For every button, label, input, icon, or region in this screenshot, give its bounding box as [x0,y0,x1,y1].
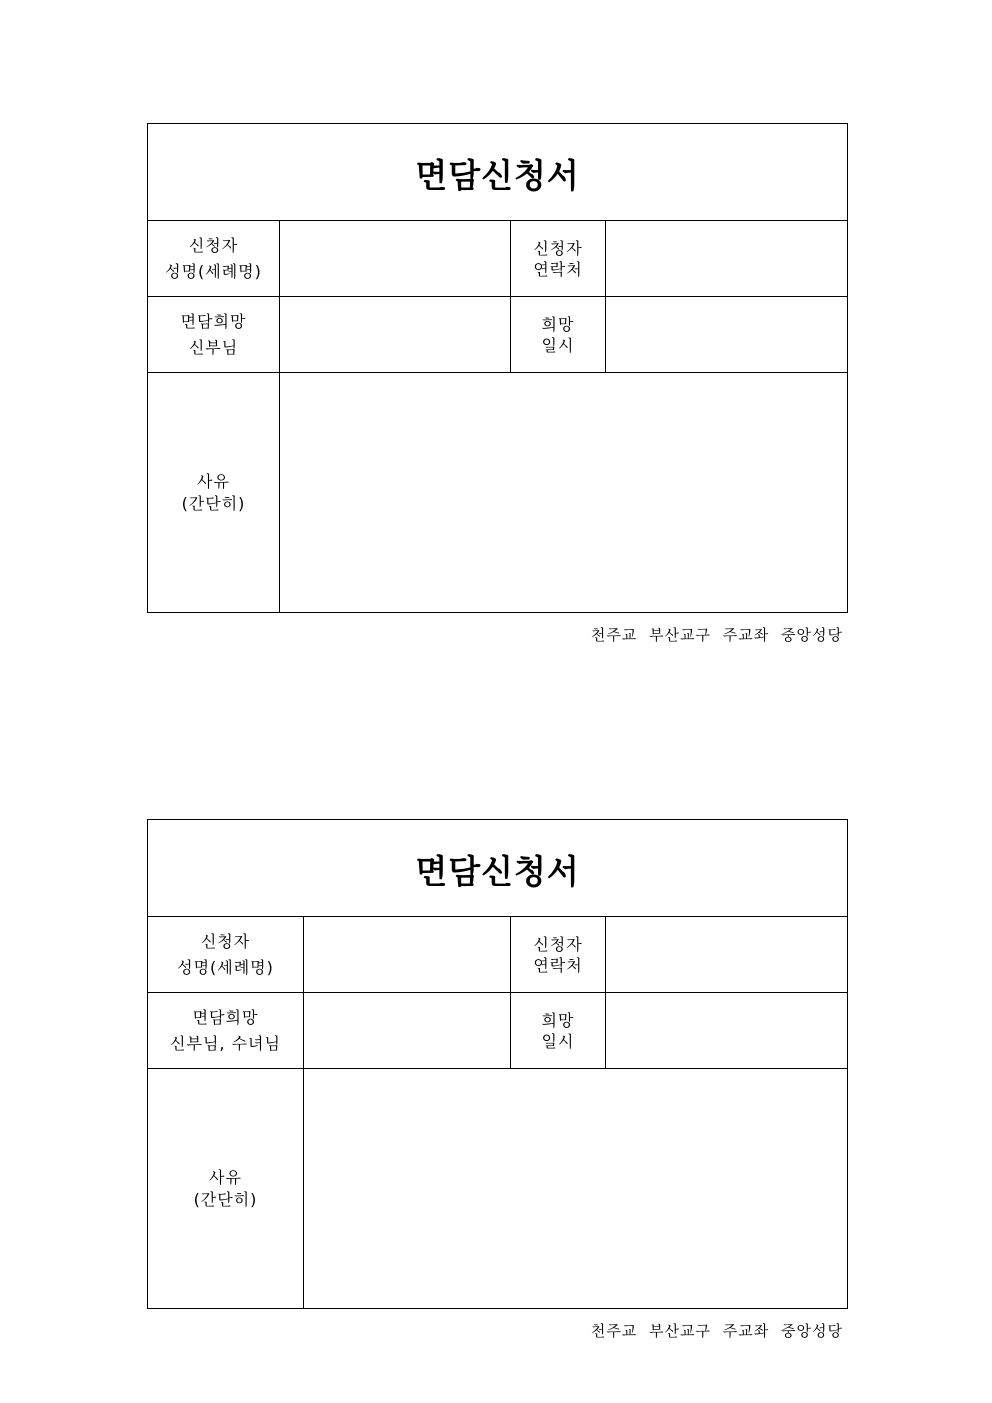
reason-field[interactable] [304,1069,848,1309]
desired-date-field[interactable] [606,993,848,1069]
date-label-line1: 희망 [541,1010,575,1030]
contact-label [511,917,606,993]
applicant-name-label [148,917,304,993]
priest-label-line1: 면담희망 [180,311,247,331]
desired-date-field[interactable] [606,297,848,373]
applicant-label-line1: 신청자 [188,235,239,255]
applicant-label-line2: 성명(세례명) [165,261,262,281]
contact-label-line2: 연락처 [533,955,583,975]
form-title: 면담신청서 [415,155,580,195]
parish-footer: 천주교 부산교구 주교좌 중앙성당 [590,1322,843,1340]
title-cell [148,820,848,917]
reason-field[interactable] [280,373,848,613]
contact-field[interactable] [606,917,848,993]
applicant-label-line1: 신청자 [200,931,251,951]
reason-label-line2: (간단히) [193,1189,258,1209]
priest-label-line1: 면담희망 [192,1007,259,1027]
form-table [147,123,848,613]
date-label-line1: 희망 [541,314,575,334]
desired-priest-label [148,297,280,373]
contact-label-line2: 연락처 [533,259,583,279]
reason-label-line1: 사유 [209,1167,242,1187]
contact-field[interactable] [606,221,848,297]
contact-label [511,221,606,297]
desired-date-label [511,993,606,1069]
priest-label-line2: 신부님, 수녀님 [170,1033,281,1053]
contact-label-line1: 신청자 [533,238,583,258]
desired-priest-field[interactable] [304,993,511,1069]
date-label-line2: 일시 [541,335,575,355]
desired-priest-field[interactable] [280,297,511,373]
title-cell [148,124,848,221]
interview-request-form-2 [147,819,847,1341]
desired-date-label [511,297,606,373]
form-table [147,819,848,1309]
parish-footer: 천주교 부산교구 주교좌 중앙성당 [590,626,843,644]
reason-label-line1: 사유 [197,471,230,491]
desired-priest-label [148,993,304,1069]
applicant-name-field[interactable] [304,917,511,993]
reason-label-line2: (간단히) [181,493,246,513]
applicant-name-label [148,221,280,297]
date-label-line2: 일시 [541,1031,575,1051]
contact-label-line1: 신청자 [533,934,583,954]
applicant-name-field[interactable] [280,221,511,297]
interview-request-form-1 [147,123,847,645]
form-title: 면담신청서 [415,851,580,891]
reason-label [148,373,280,613]
reason-label [148,1069,304,1309]
priest-label-line2: 신부님 [188,337,239,357]
applicant-label-line2: 성명(세례명) [177,957,274,977]
